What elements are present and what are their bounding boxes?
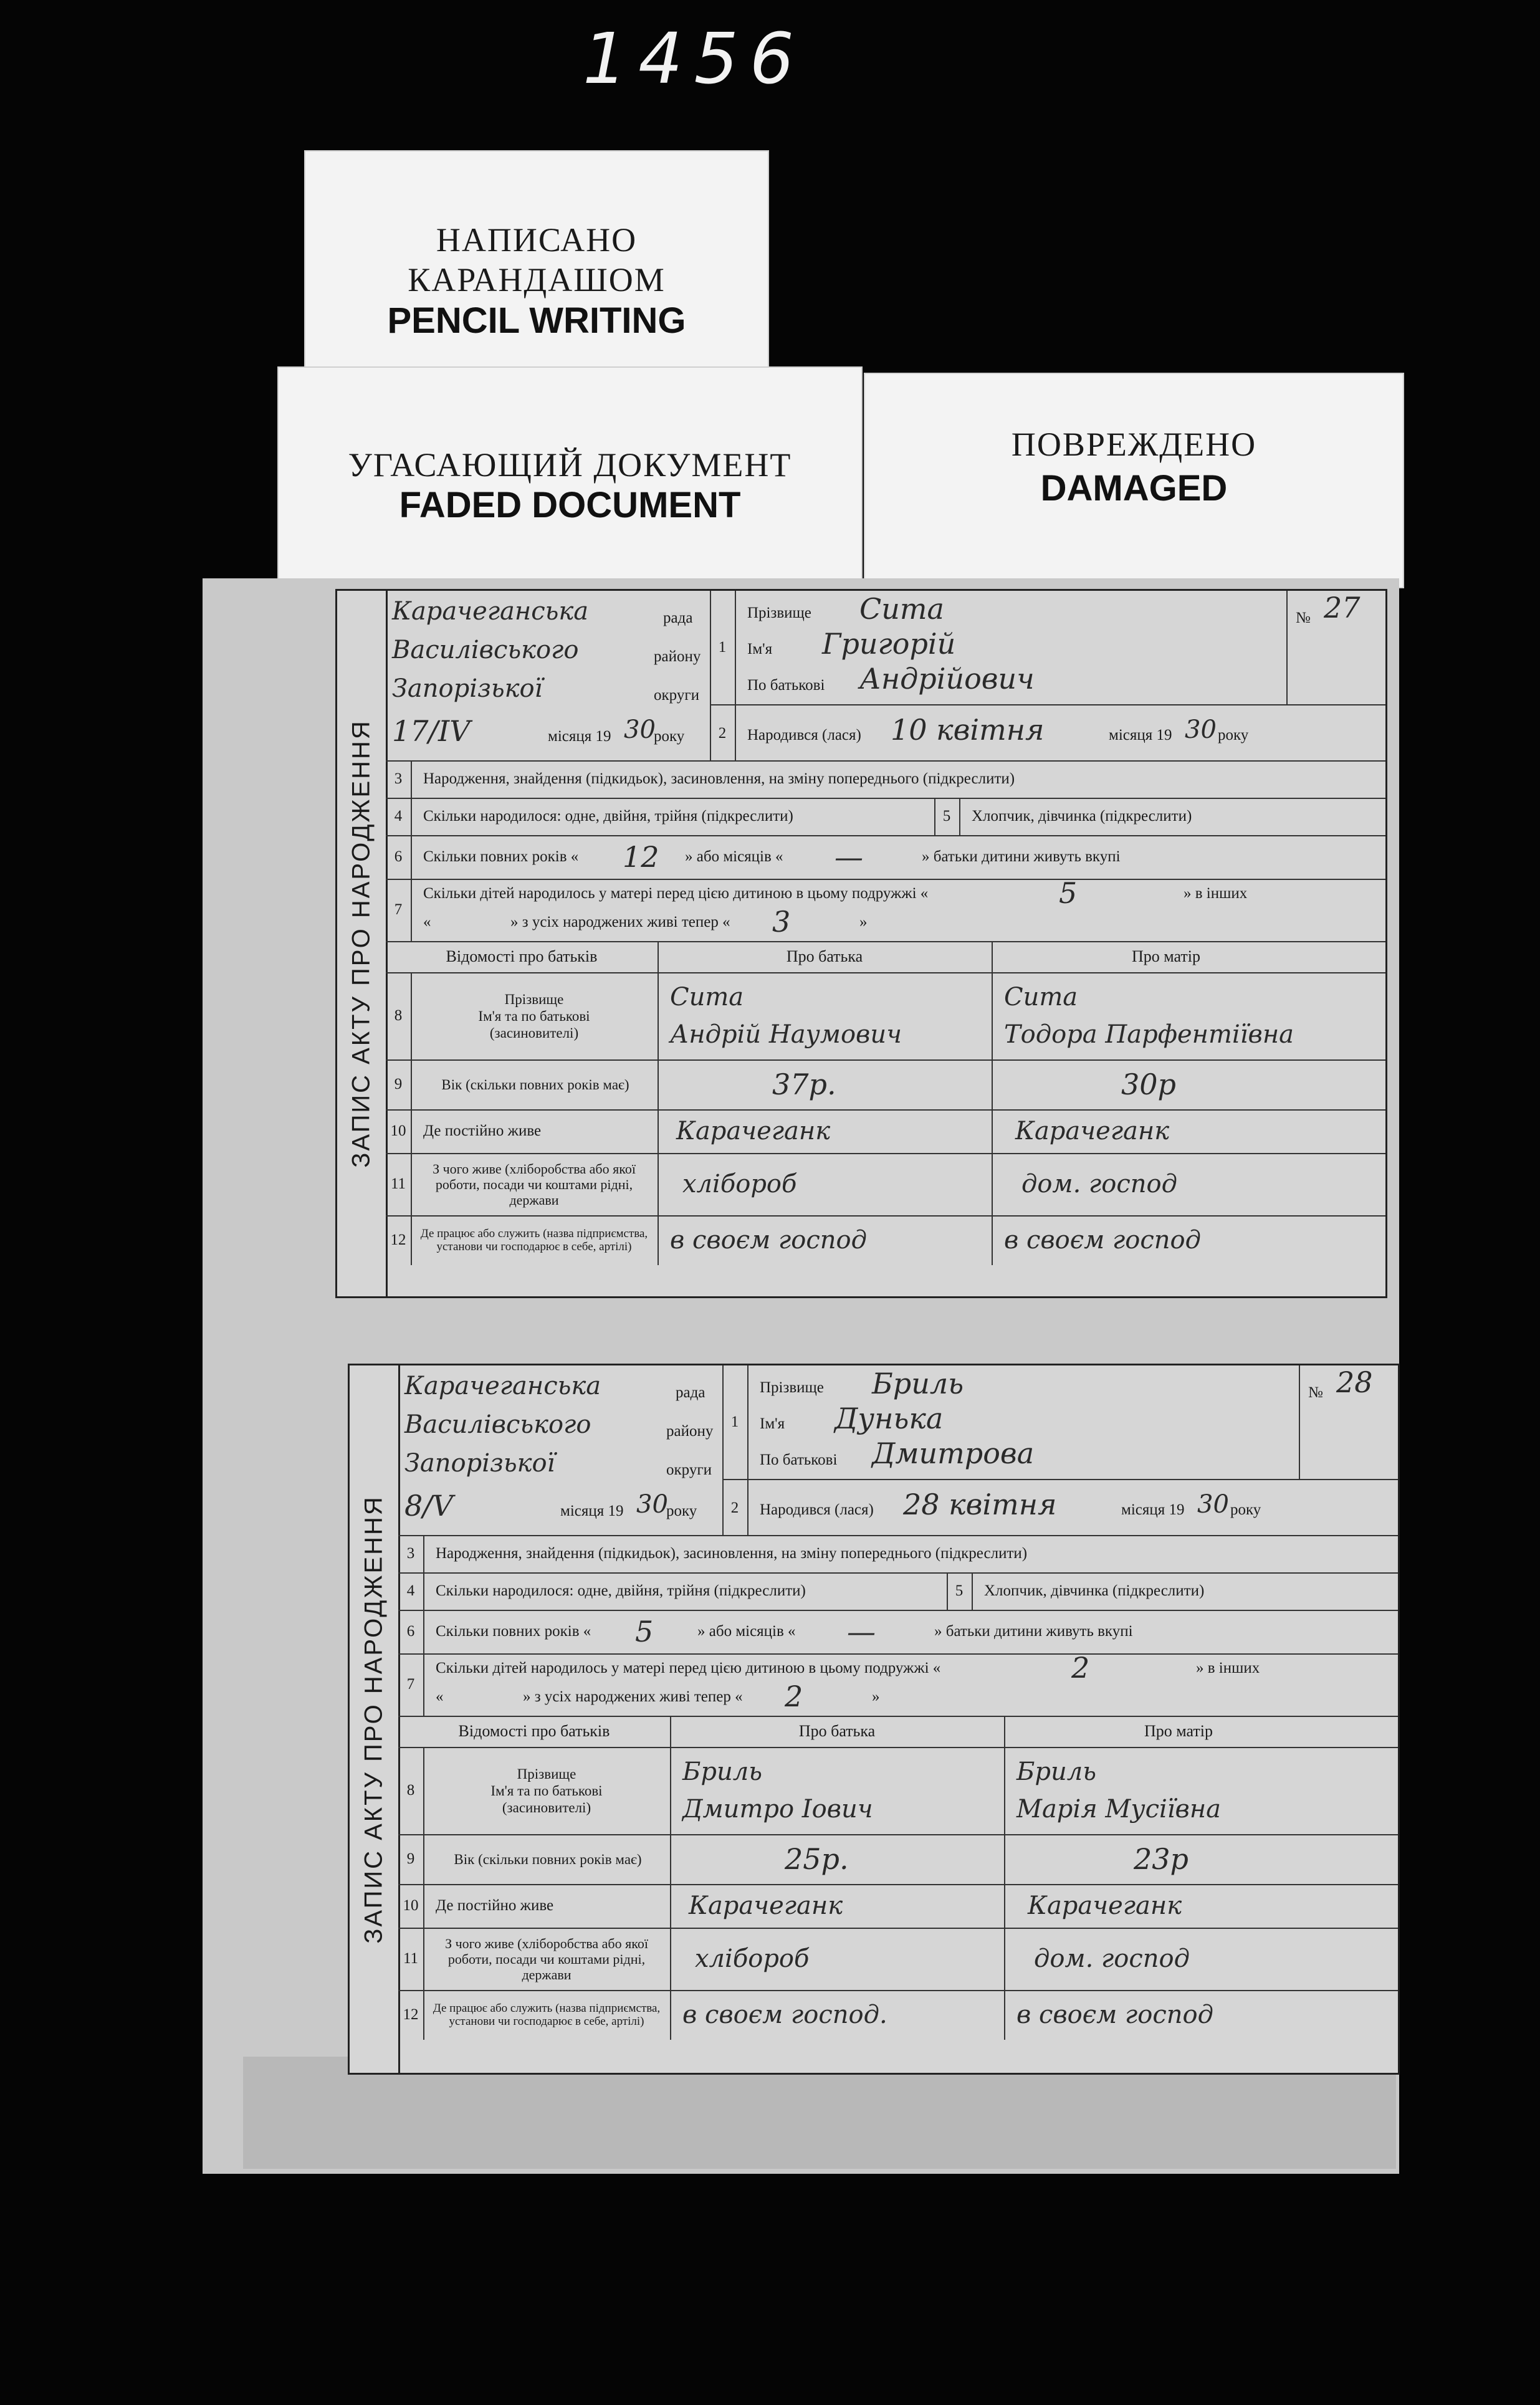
- row-11: [398, 1928, 1398, 1991]
- divider: [670, 1884, 671, 1928]
- reg-year: 30: [636, 1490, 668, 1519]
- row-4-number: 4: [398, 1572, 424, 1610]
- born-label: Народився (лася): [747, 727, 861, 743]
- row-7-label-d: » з усіх народжених живі тепер «: [510, 914, 730, 930]
- reg-month-label: місяця 19: [548, 728, 611, 745]
- children-before: 5: [1059, 876, 1078, 910]
- row-5-label: Хлопчик, дівчинка (підкреслити): [972, 808, 1192, 825]
- divider: [735, 591, 736, 760]
- row-8-label: Прізвище Ім'я та по батькові (засиновителі): [478, 991, 590, 1041]
- number-sign: №: [1296, 610, 1311, 626]
- mother-age: 23р: [1134, 1842, 1188, 1876]
- father-workplace: в своєм господ: [670, 1226, 867, 1255]
- pencil-tag-en: PENCIL WRITING: [387, 300, 686, 341]
- row-8: [386, 972, 1385, 1061]
- row-12-number: 12: [386, 1215, 412, 1265]
- row-8-number: 8: [386, 972, 412, 1059]
- row-7-label-a: Скільки дітей народилось у матері перед цією дитиною в цьому подружжі «: [423, 885, 929, 902]
- damaged-tag: [865, 374, 1403, 587]
- parents-header: [398, 1716, 1398, 1748]
- row-9-number: 9: [398, 1834, 424, 1884]
- divider: [959, 798, 960, 835]
- reg-year-label: року: [666, 1503, 697, 1519]
- row-10-number: 10: [386, 1109, 412, 1153]
- father-home: Карачеганк: [689, 1891, 843, 1920]
- side-title: ЗАПИС АКТУ ПРО НАРОДЖЕННЯ: [337, 591, 388, 1296]
- row-6-label-b: » або місяців «: [685, 848, 783, 865]
- row-3-label: Народження, знайдення (підкидьок), засиновлення, на зміну попереднього (підкреслити): [436, 1545, 1028, 1562]
- divider: [670, 1928, 671, 1990]
- born-month-label: місяця 19: [1109, 727, 1172, 743]
- mother-age: 30р: [1121, 1068, 1176, 1101]
- row-7-label-c: «: [423, 914, 431, 930]
- row-8: [398, 1747, 1398, 1835]
- row-9: [386, 1059, 1385, 1111]
- name-value: Григорій: [822, 627, 956, 661]
- row-12: [398, 1990, 1398, 2040]
- born-month-label: місяця 19: [1121, 1501, 1185, 1518]
- record-header: [398, 1365, 1398, 1536]
- divider: [992, 1109, 993, 1153]
- row-2-number: 2: [722, 1479, 747, 1536]
- divider: [1004, 1884, 1005, 1928]
- father-workplace: в своєм господ.: [682, 2001, 887, 2029]
- name-value: Дунька: [835, 1402, 944, 1435]
- birth-year: 30: [1197, 1490, 1229, 1519]
- reg-year-label: року: [654, 728, 685, 745]
- damaged-tag-en: DAMAGED: [1040, 468, 1228, 509]
- col-father: Про батька: [786, 947, 863, 965]
- row-7-number: 7: [386, 879, 412, 941]
- divider: [735, 704, 1385, 705]
- row-4-5: [398, 1572, 1398, 1611]
- reg-date: 17/ІV: [392, 714, 471, 748]
- mother-home: Карачеганк: [1028, 1891, 1182, 1920]
- row-5-label: Хлопчик, дівчинка (підкреслити): [984, 1582, 1205, 1599]
- col-info: Відомості про батьків: [458, 1722, 610, 1740]
- divider: [1004, 1928, 1005, 1990]
- born-year-label: року: [1230, 1501, 1261, 1518]
- row-4-5: [386, 798, 1385, 836]
- council-block: [386, 591, 710, 760]
- birth-day: 10 квітня: [891, 713, 1045, 747]
- divider: [1286, 591, 1288, 704]
- row-7-label-b: » в інших: [1196, 1660, 1260, 1676]
- divider: [747, 1365, 748, 1535]
- row-7: [386, 876, 1385, 942]
- row-4-label: Скільки народилося: одне, двійня, трійня (підкреслити): [436, 1582, 806, 1599]
- surname-label: Прізвище: [760, 1379, 824, 1396]
- rada-label: рада: [663, 610, 693, 626]
- okruh-label: округи: [654, 687, 699, 704]
- row-7-label-b: » в інших: [1184, 885, 1248, 902]
- row-5-number: 5: [942, 808, 951, 825]
- divider: [1004, 1834, 1005, 1884]
- row-1-number: 1: [718, 639, 727, 656]
- surname-value: Сита: [859, 592, 944, 626]
- row-6-label-c: » батьки дитини живуть вкупі: [934, 1623, 1133, 1640]
- divider: [658, 1153, 659, 1215]
- father-home: Карачеганк: [676, 1117, 831, 1145]
- mother-name: Бриль Марія Мусіївна: [1016, 1757, 1222, 1824]
- row-6-label-c: » батьки дитини живуть вкупі: [922, 848, 1121, 865]
- birth-year: 30: [1185, 715, 1217, 744]
- years-together: 5: [635, 1615, 654, 1648]
- raion-label: району: [654, 648, 701, 665]
- divider: [658, 1109, 659, 1153]
- reg-year: 30: [624, 715, 656, 744]
- col-info: Відомості про батьків: [446, 947, 598, 965]
- father-age: 25р.: [785, 1842, 849, 1876]
- record-header: [386, 591, 1385, 762]
- row-7-label-e: »: [859, 914, 868, 930]
- row-6-label-b: » або місяців «: [697, 1623, 796, 1640]
- parents-header: [386, 941, 1385, 973]
- row-10: [386, 1109, 1385, 1154]
- raion-label: району: [666, 1423, 714, 1440]
- row-10-label: Де постійно живе: [436, 1897, 554, 1914]
- raion-value: Василівського: [404, 1410, 591, 1439]
- father-name: Бриль Дмитро Іович: [682, 1757, 873, 1824]
- divider: [670, 1834, 671, 1884]
- row-3-number: 3: [386, 760, 412, 798]
- row-6-label-a: Скільки повних років «: [423, 848, 579, 865]
- divider: [670, 1990, 671, 2040]
- patronymic-value: Дмитрова: [872, 1437, 1035, 1470]
- faded-document-tag: [279, 368, 861, 585]
- surname-label: Прізвище: [747, 605, 811, 621]
- father-occupation: хлібороб: [682, 1170, 797, 1198]
- children-alive: 3: [772, 905, 791, 939]
- surname-value: Бриль: [872, 1367, 964, 1400]
- divider: [992, 972, 993, 1059]
- row-3: [398, 1535, 1398, 1574]
- row-3: [386, 760, 1385, 799]
- row-6-number: 6: [386, 835, 412, 879]
- raion-value: Василівського: [392, 636, 579, 664]
- faded-tag-ru: УГАСАЮЩИЙ ДОКУМЕНТ: [348, 446, 792, 484]
- row-11-label: З чого живе (хліборобства або якої роботи, посади чи коштами рідні, держави: [433, 1160, 636, 1208]
- col-mother: Про матір: [1144, 1722, 1213, 1740]
- row-8-label: Прізвище Ім'я та по батькові (засиновителі): [490, 1766, 603, 1815]
- divider: [1004, 1990, 1005, 2040]
- children-alive: 2: [785, 1680, 803, 1713]
- row-12-number: 12: [398, 1990, 424, 2040]
- mother-name: Сита Тодора Парфентіївна: [1004, 983, 1294, 1049]
- months-together: —: [847, 1615, 876, 1648]
- side-title: ЗАПИС АКТУ ПРО НАРОДЖЕННЯ: [350, 1365, 400, 2073]
- row-12: [386, 1215, 1385, 1265]
- row-12-label: Де працює або служить (назва підприємства, установи чи господарює в себе, артілі): [433, 2002, 661, 2028]
- divider: [658, 1059, 659, 1109]
- number-sign: №: [1308, 1384, 1323, 1401]
- row-4-label: Скільки народилося: одне, двійня, трійня (підкреслити): [423, 808, 793, 825]
- okruh-value: Запорізької: [404, 1449, 555, 1478]
- reg-date: 8/V: [404, 1489, 453, 1523]
- name-label: Ім'я: [760, 1415, 785, 1432]
- council-block: [398, 1365, 722, 1535]
- row-7-label-c: «: [436, 1688, 444, 1705]
- row-7-label-d: » з усіх народжених живі тепер «: [523, 1688, 743, 1705]
- row-11-number: 11: [386, 1153, 412, 1215]
- row-7-label-a: Скільки дітей народилось у матері перед цією дитиною в цьому подружжі «: [436, 1660, 941, 1676]
- divider: [1299, 1365, 1300, 1479]
- okruh-value: Запорізької: [392, 674, 543, 703]
- divider: [992, 1059, 993, 1109]
- damaged-tag-ru: ПОВРЕЖДЕНО: [1011, 426, 1257, 463]
- row-9-label: Вік (скільки повних років має): [454, 1851, 642, 1867]
- father-name: Сита Андрій Наумович: [670, 983, 902, 1049]
- row-9-label: Вік (скільки повних років має): [441, 1076, 629, 1093]
- divider: [658, 1215, 659, 1265]
- frame-number: 1456: [583, 19, 806, 100]
- father-age: 37р.: [772, 1068, 836, 1101]
- mother-occupation: дом. господ: [1021, 1170, 1177, 1198]
- row-9: [398, 1834, 1398, 1885]
- divider: [747, 1479, 1398, 1480]
- months-together: —: [835, 840, 863, 874]
- row-8-number: 8: [398, 1747, 424, 1834]
- patronymic-label: По батькові: [747, 677, 825, 694]
- born-label: Народився (лася): [760, 1501, 874, 1518]
- birth-record-card-2: [348, 1364, 1400, 2075]
- col-mother: Про матір: [1131, 947, 1200, 965]
- row-3-number: 3: [398, 1535, 424, 1572]
- mother-workplace: в своєм господ: [1016, 2001, 1213, 2029]
- birth-record-card-1: [335, 589, 1387, 1298]
- row-1-number: 1: [730, 1413, 739, 1430]
- divider: [1004, 1747, 1005, 1834]
- name-label: Ім'я: [747, 641, 773, 657]
- row-11-label: З чого живе (хліборобства або якої роботи, посади чи коштами рідні, держави: [445, 1935, 648, 1982]
- row-11: [386, 1153, 1385, 1217]
- mother-home: Карачеганк: [1015, 1117, 1170, 1145]
- mother-occupation: дом. господ: [1034, 1944, 1190, 1973]
- mother-workplace: в своєм господ: [1004, 1226, 1201, 1255]
- row-4-number: 4: [386, 798, 412, 835]
- faded-tag-en: FADED DOCUMENT: [399, 485, 741, 525]
- row-5-number: 5: [955, 1582, 964, 1599]
- row-7: [398, 1653, 1398, 1717]
- birth-day: 28 квітня: [903, 1488, 1057, 1521]
- row-11-number: 11: [398, 1928, 424, 1990]
- pencil-writing-tag: [305, 151, 768, 388]
- years-together: 12: [623, 840, 659, 874]
- born-year-label: року: [1218, 727, 1249, 743]
- row-10-label: Де постійно живе: [423, 1122, 542, 1139]
- rada-value: Карачеганська: [392, 597, 589, 626]
- col-father: Про батька: [798, 1722, 876, 1740]
- children-before: 2: [1071, 1651, 1090, 1685]
- patronymic-label: По батькові: [760, 1451, 838, 1468]
- row-7-label-e: »: [872, 1688, 880, 1705]
- row-12-label: Де працює або служить (назва підприємства, установи чи господарює в себе, артілі): [420, 1227, 648, 1253]
- divider: [972, 1572, 973, 1610]
- rada-label: рада: [676, 1384, 705, 1401]
- row-9-number: 9: [386, 1059, 412, 1109]
- patronymic-value: Андрійович: [859, 662, 1035, 696]
- row-6: [386, 835, 1385, 880]
- pencil-tag-ru: НАПИСАНО КАРАНДАШОМ: [408, 221, 666, 299]
- divider: [670, 1747, 671, 1834]
- rada-value: Карачеганська: [404, 1372, 601, 1400]
- father-occupation: хлібороб: [695, 1944, 810, 1973]
- record-number: 27: [1324, 591, 1361, 624]
- row-10: [398, 1884, 1398, 1929]
- row-6-label-a: Скільки повних років «: [436, 1623, 591, 1640]
- divider: [658, 972, 659, 1059]
- divider: [992, 1153, 993, 1215]
- row-2-number: 2: [710, 704, 735, 762]
- divider: [992, 1215, 993, 1265]
- row-6: [398, 1610, 1398, 1655]
- okruh-label: округи: [666, 1461, 712, 1478]
- row-3-label: Народження, знайдення (підкидьок), засиновлення, на зміну попереднього (підкреслити): [423, 770, 1015, 787]
- record-number: 28: [1336, 1365, 1373, 1399]
- row-6-number: 6: [398, 1610, 424, 1653]
- row-10-number: 10: [398, 1884, 424, 1928]
- row-7-number: 7: [398, 1653, 424, 1716]
- reg-month-label: місяця 19: [560, 1503, 624, 1519]
